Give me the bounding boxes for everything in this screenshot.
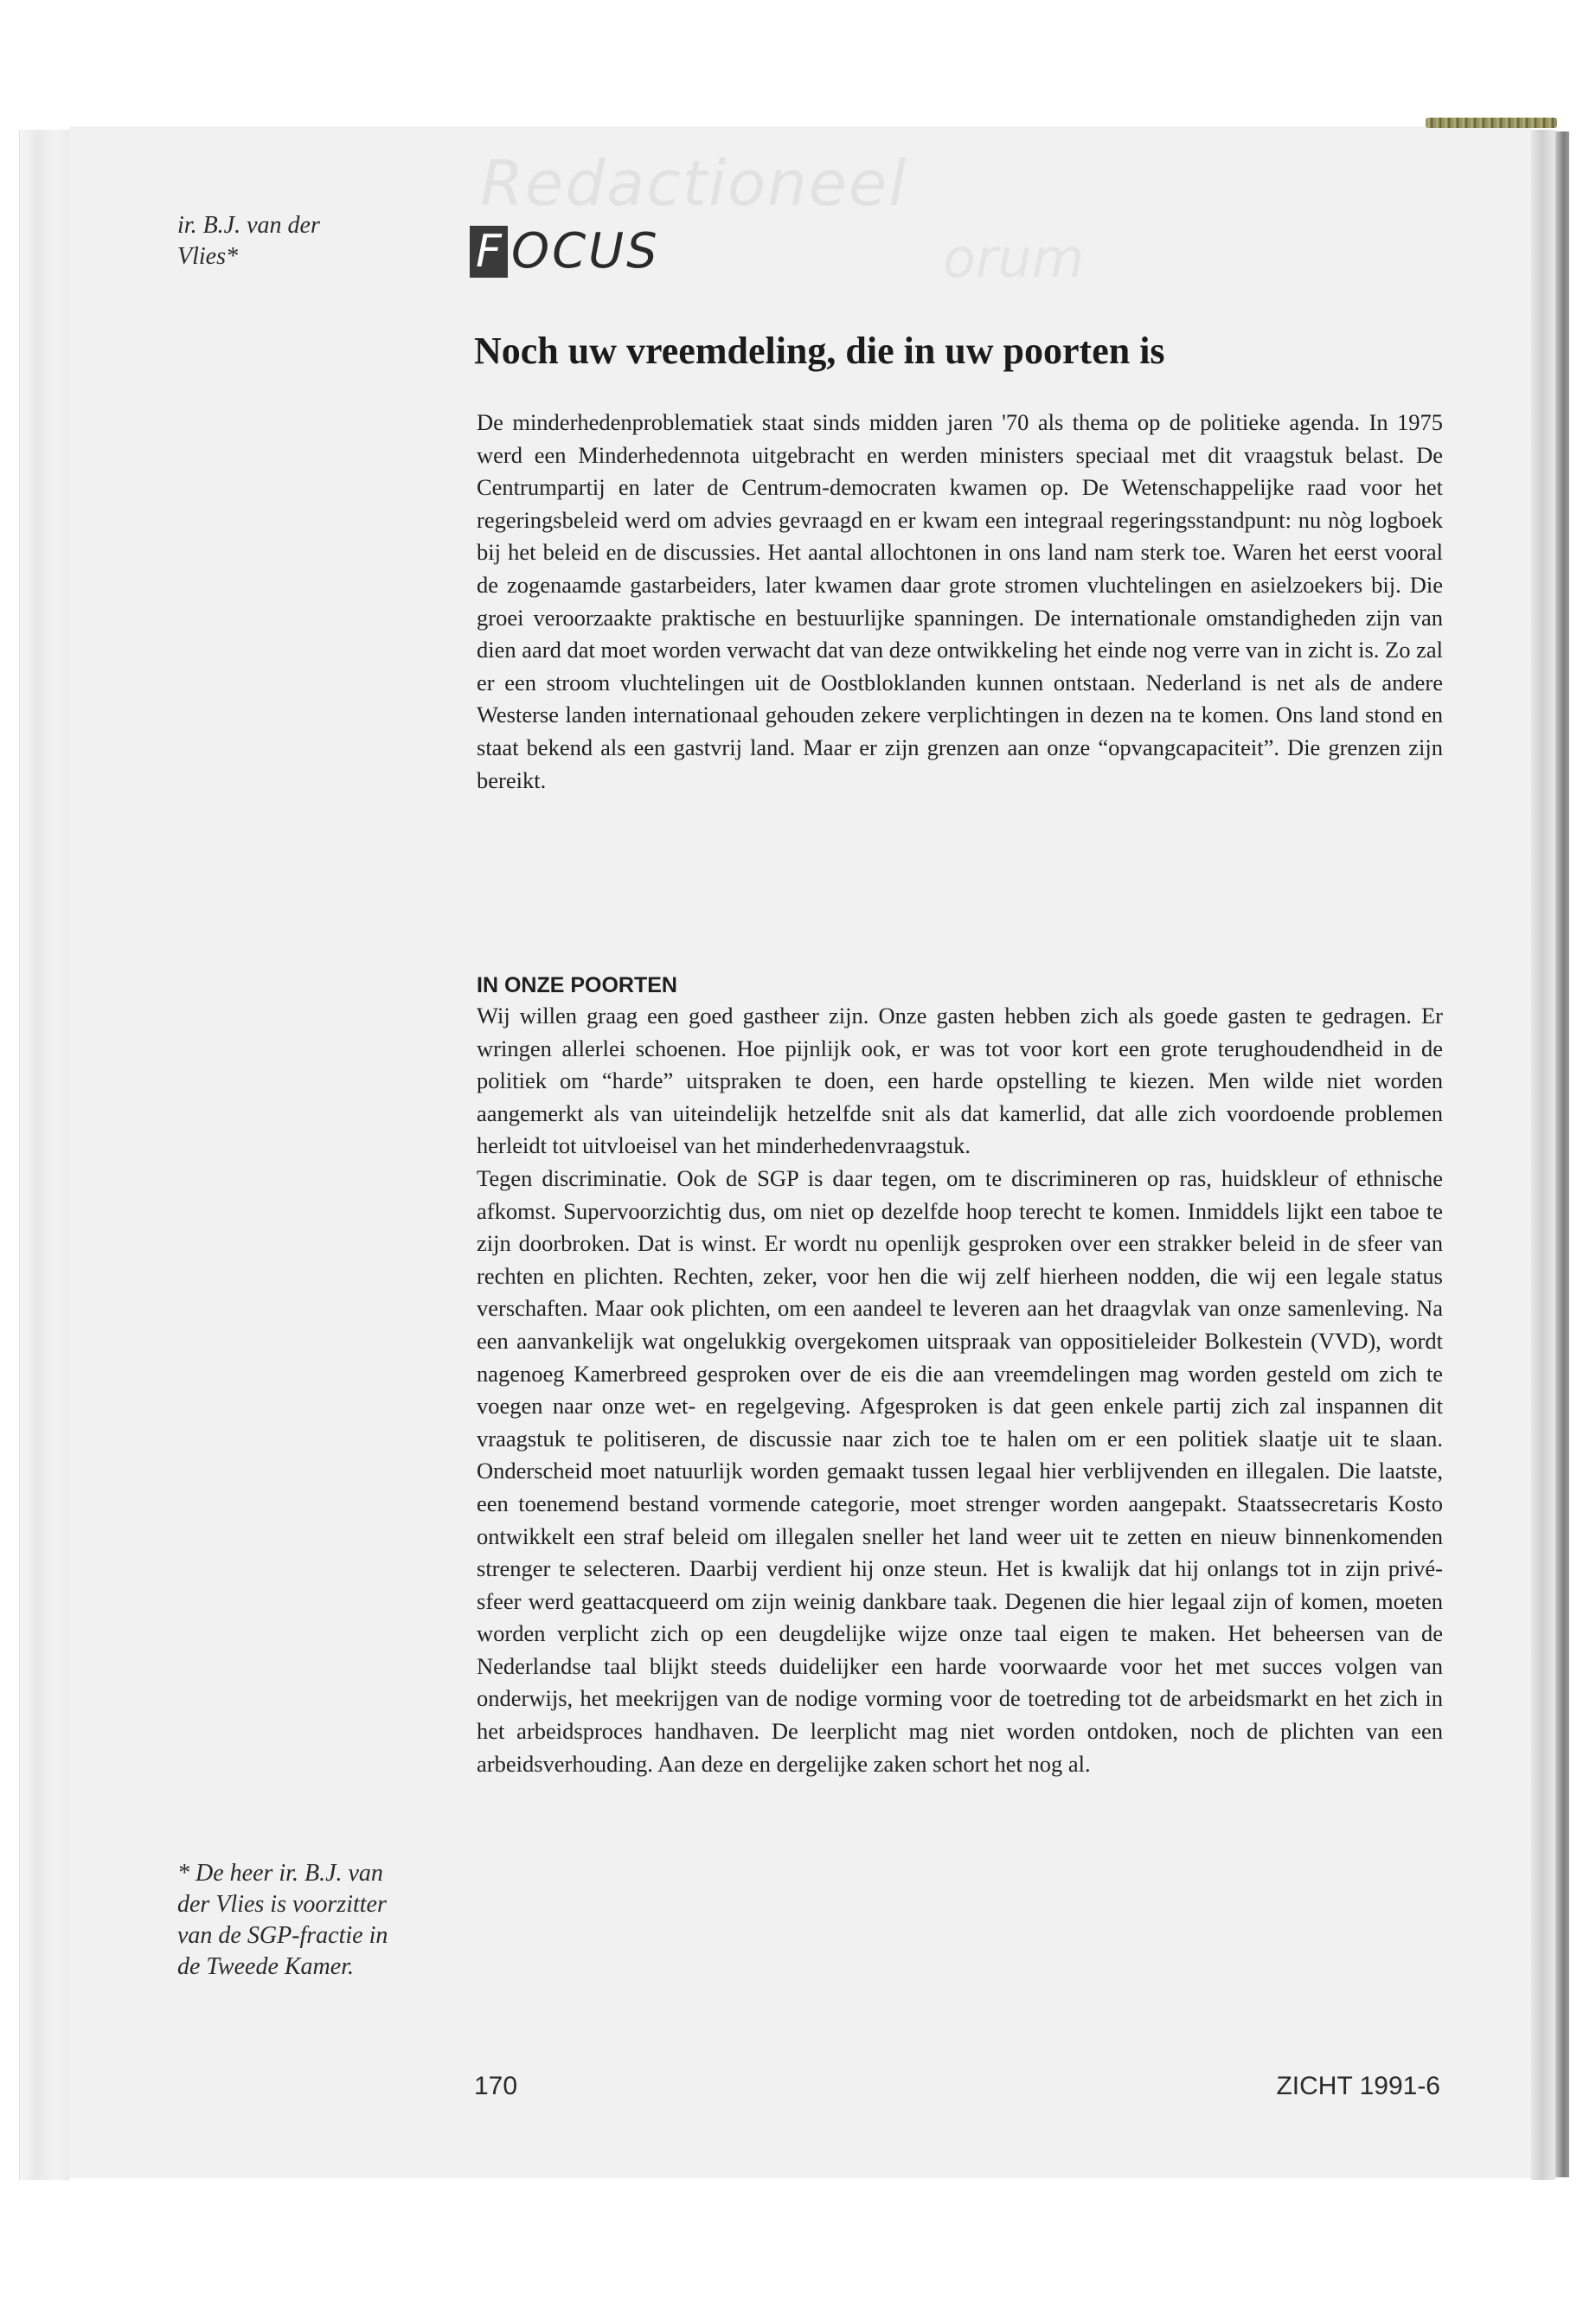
article-paragraph: Wij willen graag een goed gastheer zijn. Onze gasten hebben zich als goede gasten te gedragen. Er wringen allerlei schoenen. Hoe pijnlijk ook, er was tot voor kort een grote terughoudendheid in de politiek om “harde” uitspraken te doen, een harde opstelling te kiezen. Men wilde niet worden aangemerkt als van uiteindelijk hetzelfde snit als dat kamerlid, dat alle zich voordoende problemen herleidt tot uitvloeisel van het minderhedenvraagstuk.	[477, 1003, 1443, 1159]
bookmark-ribbon	[1426, 118, 1557, 128]
article-subheading: IN ONZE POORTEN	[477, 973, 677, 997]
section-label-focus	[470, 221, 660, 282]
author-byline: ir. B.J. van der Vlies*	[177, 212, 320, 270]
publication-issue: ZICHT 1991-6	[1276, 2072, 1440, 2100]
article-headline: Noch uw vreemdeling, die in uw poorten is	[474, 330, 1165, 372]
article-paragraph: Tegen discriminatie. Ook de SGP is daar tegen, om te discrimineren op ras, huidskleur of ethnische afkomst. Supervoorzichtig dus, om niet op dezelfde hoop terecht te komen. Inmiddels lijkt een taboe te zijn doorbroken. Dat is winst. Er wordt nu openlijk gesproken over een strakker beleid in de sfeer van rechten en plichten. Rechten, zeker, voor hen die wij zelf hierheen nodden, die wij een legale status verschaften. Maar ook plichten, om een aandeel te leveren aan het draagvlak van onze samenleving. Na een aanvankelijk wat ongelukkig overgekomen uitspraak van oppositieleider Bolkestein (VVD), wordt nagenoeg Kamerbreed gesproken over de eis die aan vreemdelingen mag worden gesteld om zich te voegen naar onze wet- en regelgeving. Afgesproken is dat geen enkele partij zich zal inspannen dit vraagstuk te politiseren, de discussie naar zich toe te halen om er een politiek slaatje uit te slaan. Onderscheid moet natuurlijk worden gemaakt tussen legaal hier verblijvenden en illegalen. Die laatste, een toenemend bestand vormende categorie, moet strenger worden aangepakt. Staatssecretaris Kosto ontwikkelt een straf beleid om illegalen sneller het land weer uit te zetten en nieuw binnenkomenden strenger te selecteren. Daarbij verdient hij onze steun. Het is kwalijk dat hij onlangs tot in zijn privé-sfeer werd geattacqueerd om zijn weinig dankbare taak. Degenen die hier legaal zijn of komen, moeten worden verplicht zich op een deugdelijke wijze onze taal eigen te maken. Het beheersen van de Nederlandse taal blijkt steeds duidelijker een harde voorwaarde voor het met succes volgen van onderwijs, het meekrijgen van de nodige vorming voor de toetreding tot de arbeidsmarkt en het zich in het arbeidsproces handhaven. De leerplicht mag niet worden ontdoken, noch de plichten van een arbeidsverhouding. Aan deze en dergelijke zaken schort het nog al.	[477, 1164, 1443, 1777]
book-page-stack-left	[19, 130, 70, 2180]
bleed-through-title: Redactioneel	[480, 147, 908, 220]
section-label-initial: F	[470, 226, 508, 278]
book-binding-edge	[1555, 131, 1569, 2177]
section-label-rest: OCUS	[511, 223, 660, 279]
article-paragraph-intro: De minderhedenproblematiek staat sinds midden jaren '70 als thema op de politieke agenda. In 1975 werd een Minderhedennota uitgebracht en werden ministers speciaal met dit vraagstuk belast. De Centrumpartij en later de Centrum-democraten kwamen op. De Wetenschappelijke raad voor het regeringsbeleid werd om advies gevraagd en er kwam een integraal regeringsstandpunt: nu nòg logboek bij het beleid en de discussies. Het aantal allochtonen in ons land nam sterk toe. Waren het eerst vooral de zogenaamde gastarbeiders, later kwamen daar grote stromen vluchtelingen en asielzoekers bij. Die groei veroorzaakte praktische en bestuurlijke spanningen. De internationale omstandigheden zijn van dien aard dat moet worden verwacht dat van deze ontwikkeling het einde nog verre van in zicht is. Zo zal er een stroom vluchtelingen uit de Oostbloklanden kunnen ontstaan. Nederland is net als de andere Westerse landen internationaal gehouden zekere verplichtingen in dezen na te komen. Ons land stond en staat bekend als een gastvrij land. Maar er zijn grenzen aan onze “opvangcapaciteit”. Die grenzen zijn bereikt.	[477, 409, 1443, 793]
book-page-edge-right	[1531, 130, 1555, 2180]
page-number: 170	[474, 2072, 518, 2100]
article-section-body	[477, 1000, 1443, 1780]
bleed-through-subtitle: orum	[943, 227, 1085, 290]
author-footnote: * De heer ir. B.J. van der Vlies is voorzitter van de SGP-fractie in de Tweede Kamer.	[177, 1860, 388, 1980]
